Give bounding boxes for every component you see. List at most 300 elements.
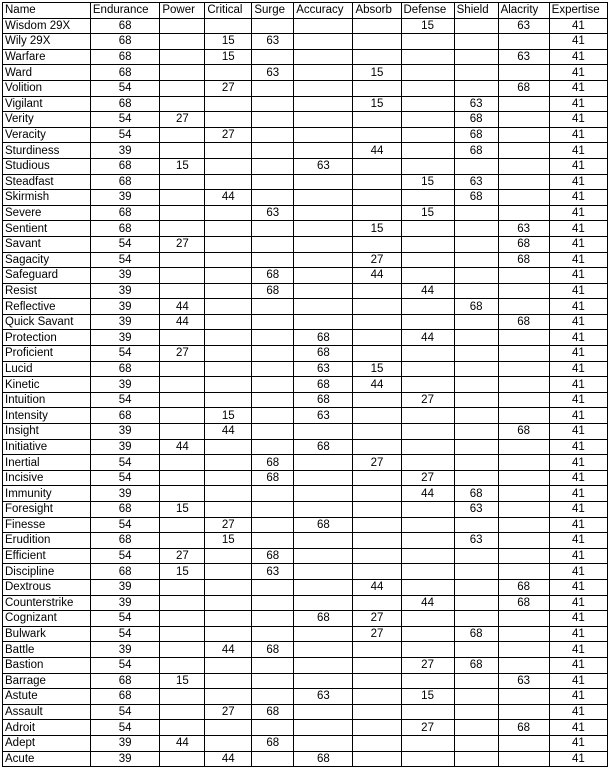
cell-name: Efficient [3,548,91,564]
cell-alacrity [498,65,549,81]
cell-alacrity [498,361,549,377]
cell-alacrity [498,143,549,159]
cell-expertise: 41 [549,361,607,377]
cell-endurance: 39 [90,642,159,658]
cell-shield [454,377,498,393]
cell-endurance: 54 [90,626,159,642]
cell-name: Ward [3,65,91,81]
table-row [3,502,608,518]
cell-defense: 15 [401,689,454,705]
cell-defense [401,579,454,595]
cell-absorb [353,502,401,518]
table-row [3,704,608,720]
table-row [3,720,608,736]
cell-surge: 68 [252,704,294,720]
cell-shield [454,735,498,751]
cell-absorb [353,735,401,751]
cell-expertise: 41 [549,533,607,549]
cell-surge [252,595,294,611]
cell-defense [401,439,454,455]
header-row [3,3,608,19]
cell-name: Insight [3,424,91,440]
cell-shield [454,330,498,346]
cell-shield [454,221,498,237]
table-row [3,455,608,471]
cell-power [160,143,205,159]
cell-accuracy [294,112,353,128]
cell-absorb [353,408,401,424]
cell-power: 44 [160,314,205,330]
cell-alacrity [498,642,549,658]
cell-name: Severe [3,205,91,221]
cell-shield [454,392,498,408]
cell-expertise: 41 [549,735,607,751]
cell-expertise: 41 [549,424,607,440]
cell-alacrity [498,751,549,767]
cell-name: Wily 29X [3,34,91,50]
cell-defense [401,533,454,549]
cell-accuracy: 68 [294,611,353,627]
cell-defense [401,299,454,315]
cell-name: Resist [3,283,91,299]
cell-expertise: 41 [549,392,607,408]
cell-critical [205,112,252,128]
table-row [3,158,608,174]
cell-surge [252,579,294,595]
cell-expertise: 41 [549,268,607,284]
cell-surge: 63 [252,205,294,221]
cell-shield [454,34,498,50]
table-row [3,49,608,65]
table-row [3,361,608,377]
cell-shield [454,424,498,440]
cell-shield [454,720,498,736]
cell-alacrity [498,533,549,549]
table-row [3,439,608,455]
table-row [3,174,608,190]
cell-alacrity [498,34,549,50]
cell-power [160,18,205,34]
table-row [3,299,608,315]
table-row [3,252,608,268]
cell-power [160,268,205,284]
cell-absorb: 15 [353,361,401,377]
cell-name: Vigilant [3,96,91,112]
table-row [3,392,608,408]
cell-defense [401,626,454,642]
cell-surge: 68 [252,283,294,299]
table-row [3,377,608,393]
cell-power: 27 [160,112,205,128]
cell-endurance: 54 [90,548,159,564]
table-row [3,642,608,658]
cell-name: Verity [3,112,91,128]
cell-critical [205,455,252,471]
cell-name: Adept [3,735,91,751]
cell-absorb [353,190,401,206]
table-row [3,735,608,751]
cell-expertise: 41 [549,611,607,627]
cell-surge [252,346,294,362]
cell-power [160,190,205,206]
cell-name: Initiative [3,439,91,455]
cell-name: Safeguard [3,268,91,284]
cell-alacrity [498,517,549,533]
table-row [3,96,608,112]
cell-shield [454,268,498,284]
cell-endurance: 39 [90,268,159,284]
cell-power [160,283,205,299]
cell-absorb [353,517,401,533]
cell-alacrity [498,330,549,346]
cell-shield [454,548,498,564]
cell-shield: 68 [454,112,498,128]
cell-defense: 27 [401,392,454,408]
cell-absorb [353,174,401,190]
cell-power [160,455,205,471]
cell-shield [454,65,498,81]
cell-name: Sagacity [3,252,91,268]
cell-surge [252,330,294,346]
cell-defense [401,704,454,720]
cell-surge: 68 [252,455,294,471]
cell-critical [205,689,252,705]
cell-power [160,517,205,533]
cell-defense [401,346,454,362]
cell-name: Veracity [3,127,91,143]
cell-endurance: 39 [90,143,159,159]
cell-critical [205,392,252,408]
table-body [3,18,608,767]
cell-accuracy [294,34,353,50]
cell-absorb [353,34,401,50]
cell-power [160,392,205,408]
cell-surge: 63 [252,65,294,81]
cell-shield [454,236,498,252]
cell-defense: 27 [401,657,454,673]
cell-shield: 63 [454,174,498,190]
cell-endurance: 39 [90,330,159,346]
cell-absorb [353,720,401,736]
cell-defense: 44 [401,330,454,346]
cell-accuracy [294,252,353,268]
cell-power [160,361,205,377]
cell-defense [401,49,454,65]
cell-critical: 27 [205,704,252,720]
table-row [3,548,608,564]
cell-surge [252,720,294,736]
cell-surge [252,80,294,96]
cell-defense: 15 [401,18,454,34]
cell-expertise: 41 [549,673,607,689]
cell-endurance: 54 [90,470,159,486]
cell-expertise: 41 [549,34,607,50]
cell-endurance: 39 [90,283,159,299]
cell-power [160,408,205,424]
cell-absorb: 27 [353,455,401,471]
table-row [3,268,608,284]
cell-surge [252,751,294,767]
cell-endurance: 39 [90,595,159,611]
cell-endurance: 54 [90,392,159,408]
cell-endurance: 68 [90,502,159,518]
cell-accuracy [294,143,353,159]
cell-defense [401,314,454,330]
stats-table [2,2,608,767]
table-row [3,143,608,159]
cell-accuracy [294,314,353,330]
cell-power [160,205,205,221]
cell-absorb [353,18,401,34]
cell-defense [401,158,454,174]
cell-absorb [353,673,401,689]
cell-defense [401,190,454,206]
cell-shield [454,595,498,611]
table-row [3,408,608,424]
cell-absorb [353,127,401,143]
cell-expertise: 41 [549,455,607,471]
cell-surge [252,236,294,252]
table-row [3,579,608,595]
cell-accuracy [294,455,353,471]
cell-name: Studious [3,158,91,174]
header-shield: Shield [454,3,498,19]
cell-name: Adroit [3,720,91,736]
cell-critical [205,595,252,611]
cell-accuracy [294,720,353,736]
cell-power [160,642,205,658]
cell-defense [401,236,454,252]
cell-alacrity [498,268,549,284]
table-row [3,205,608,221]
cell-alacrity [498,190,549,206]
cell-accuracy [294,424,353,440]
table-row [3,190,608,206]
cell-critical: 44 [205,642,252,658]
cell-accuracy [294,205,353,221]
cell-name: Barrage [3,673,91,689]
cell-alacrity [498,408,549,424]
cell-absorb: 27 [353,252,401,268]
table-row [3,751,608,767]
cell-alacrity: 63 [498,673,549,689]
cell-endurance: 68 [90,533,159,549]
cell-shield [454,205,498,221]
cell-absorb [353,330,401,346]
cell-absorb [353,112,401,128]
cell-name: Discipline [3,564,91,580]
cell-accuracy [294,49,353,65]
cell-absorb [353,751,401,767]
cell-accuracy [294,283,353,299]
cell-absorb [353,533,401,549]
cell-critical [205,174,252,190]
cell-endurance: 68 [90,34,159,50]
cell-absorb [353,704,401,720]
cell-name: Inertial [3,455,91,471]
cell-defense [401,548,454,564]
cell-endurance: 68 [90,65,159,81]
cell-defense: 44 [401,486,454,502]
cell-surge [252,689,294,705]
cell-name: Astute [3,689,91,705]
cell-absorb [353,314,401,330]
cell-absorb [353,657,401,673]
cell-endurance: 68 [90,18,159,34]
cell-power [160,720,205,736]
cell-name: Intensity [3,408,91,424]
cell-alacrity: 63 [498,221,549,237]
cell-surge [252,190,294,206]
cell-critical [205,486,252,502]
cell-endurance: 54 [90,657,159,673]
cell-shield [454,579,498,595]
table-row [3,314,608,330]
cell-surge [252,424,294,440]
cell-critical [205,330,252,346]
cell-expertise: 41 [549,751,607,767]
cell-defense [401,564,454,580]
cell-defense: 15 [401,205,454,221]
cell-surge: 63 [252,34,294,50]
cell-expertise: 41 [549,190,607,206]
cell-surge [252,18,294,34]
cell-critical [205,96,252,112]
cell-expertise: 41 [549,346,607,362]
cell-power: 15 [160,564,205,580]
cell-endurance: 39 [90,190,159,206]
cell-absorb: 27 [353,626,401,642]
cell-surge [252,533,294,549]
cell-expertise: 41 [549,720,607,736]
cell-absorb: 44 [353,377,401,393]
cell-endurance: 39 [90,314,159,330]
cell-endurance: 54 [90,80,159,96]
cell-accuracy: 68 [294,392,353,408]
table-row [3,112,608,128]
cell-name: Protection [3,330,91,346]
cell-absorb [353,548,401,564]
cell-defense [401,502,454,518]
cell-expertise: 41 [549,96,607,112]
cell-surge: 68 [252,548,294,564]
cell-critical [205,673,252,689]
table-row [3,330,608,346]
cell-surge [252,158,294,174]
cell-absorb [353,158,401,174]
cell-name: Counterstrike [3,595,91,611]
cell-defense [401,221,454,237]
cell-alacrity [498,346,549,362]
cell-shield [454,704,498,720]
cell-absorb [353,49,401,65]
cell-surge [252,657,294,673]
cell-surge [252,517,294,533]
cell-name: Assault [3,704,91,720]
cell-critical: 44 [205,190,252,206]
cell-critical [205,579,252,595]
cell-expertise: 41 [549,579,607,595]
cell-absorb [353,299,401,315]
cell-absorb [353,439,401,455]
cell-surge [252,174,294,190]
cell-accuracy [294,502,353,518]
header-defense: Defense [401,3,454,19]
cell-accuracy: 68 [294,517,353,533]
cell-power [160,751,205,767]
cell-endurance: 54 [90,127,159,143]
table-row [3,595,608,611]
cell-alacrity [498,564,549,580]
cell-defense [401,361,454,377]
cell-shield [454,18,498,34]
cell-accuracy [294,174,353,190]
cell-power [160,595,205,611]
header-power: Power [160,3,205,19]
cell-critical [205,564,252,580]
cell-shield [454,751,498,767]
cell-critical: 27 [205,517,252,533]
cell-power: 15 [160,502,205,518]
cell-expertise: 41 [549,314,607,330]
cell-power [160,34,205,50]
cell-defense [401,143,454,159]
cell-surge: 68 [252,268,294,284]
table-row [3,236,608,252]
cell-alacrity [498,299,549,315]
cell-expertise: 41 [549,127,607,143]
cell-power [160,65,205,81]
cell-accuracy [294,673,353,689]
cell-shield [454,49,498,65]
cell-power: 27 [160,346,205,362]
cell-accuracy: 63 [294,158,353,174]
cell-critical [205,720,252,736]
table-row [3,564,608,580]
cell-name: Volition [3,80,91,96]
cell-power [160,80,205,96]
cell-name: Lucid [3,361,91,377]
cell-accuracy [294,221,353,237]
cell-accuracy [294,657,353,673]
cell-name: Sturdiness [3,143,91,159]
cell-absorb: 27 [353,611,401,627]
cell-power: 15 [160,673,205,689]
cell-shield: 63 [454,96,498,112]
cell-power [160,689,205,705]
cell-name: Erudition [3,533,91,549]
cell-accuracy [294,80,353,96]
cell-defense [401,611,454,627]
cell-alacrity [498,611,549,627]
cell-accuracy: 63 [294,689,353,705]
cell-accuracy [294,96,353,112]
table-row [3,346,608,362]
cell-surge [252,361,294,377]
cell-endurance: 39 [90,751,159,767]
header-critical: Critical [205,3,252,19]
cell-surge: 68 [252,642,294,658]
cell-shield [454,642,498,658]
header-expertise: Expertise [549,3,607,19]
cell-shield [454,455,498,471]
cell-surge [252,127,294,143]
cell-defense [401,377,454,393]
cell-critical [205,611,252,627]
cell-endurance: 54 [90,517,159,533]
cell-critical [205,361,252,377]
cell-shield [454,689,498,705]
